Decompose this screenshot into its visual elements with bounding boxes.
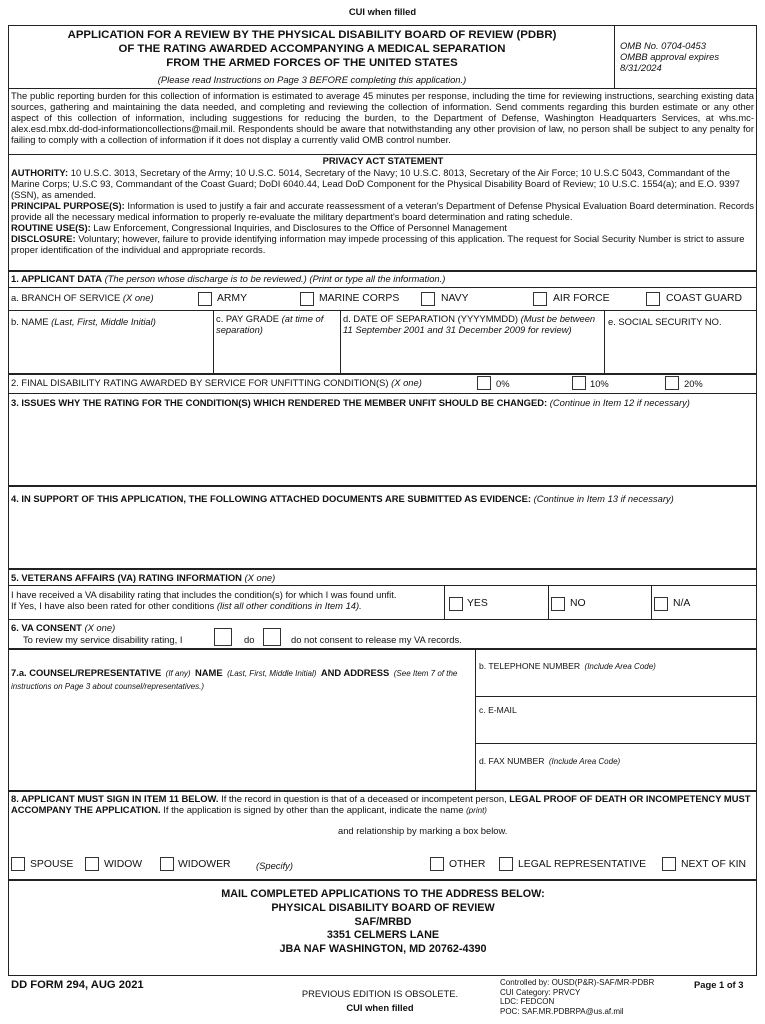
section-1-header: 1. APPLICANT DATA (The person whose discharge is to be reviewed.) (Print or type all the information.) [11, 273, 446, 284]
branch-marine-label: MARINE CORPS [319, 293, 400, 304]
branch-airforce-checkbox[interactable] [533, 292, 547, 306]
instructions-note: (Please read Instructions on Page 3 BEFORE completing this application.) [157, 74, 467, 85]
controlled-by: Controlled by: OUSD(P&R)-SAF/MR-PDBR [500, 978, 655, 987]
rating-10-label: 10% [590, 378, 609, 389]
spouse-label: SPOUSE [30, 859, 74, 870]
cui-category: CUI Category: PRVCY [500, 987, 581, 997]
cui-control-block [500, 978, 690, 1016]
next-of-kin-label: NEXT OF KIN [681, 859, 747, 870]
branch-label: a. BRANCH OF SERVICE (X one) [11, 292, 154, 303]
section-8-text: 8. APPLICANT MUST SIGN IN ITEM 11 BELOW. If the record in question is that of a deceased or incompetent person, LEGAL PROOF OF DEATH OR INCOMPETENCY MUST ACCOMPANY THE APPLICATION. If the application is signed by other than the applicant, indicate the name (print) [11, 793, 751, 815]
section-5-label: 5. VETERANS AFFAIRS (VA) RATING INFORMATION (X one) [11, 572, 276, 583]
title-line-2: OF THE RATING AWARDED ACCOMPANYING A MEDICAL SEPARATION [118, 43, 506, 55]
widower-checkbox[interactable] [160, 857, 174, 871]
section-6-post: do not consent to release my VA records. [291, 634, 462, 645]
title-line-1: APPLICATION FOR A REVIEW BY THE PHYSICAL DISABILITY BOARD OF REVIEW (PDBR) [67, 29, 557, 41]
section-6-label: 6. VA CONSENT (X one) [11, 622, 116, 633]
mail-heading: MAIL COMPLETED APPLICATIONS TO THE ADDRESS BELOW: [221, 888, 545, 900]
poc: POC: SAF.MR.PDBRPA@us.af.mil [500, 1006, 624, 1016]
mail-board: PHYSICAL DISABILITY BOARD OF REVIEW [271, 901, 495, 914]
privacy-disclosure: DISCLOSURE: Voluntary; however, failure to provide identifying information may impede processing of this application. The request for Social Security Number is strict to assure proper identification of the individual and appropriate records. [11, 233, 745, 255]
rating-20-checkbox[interactable] [665, 376, 679, 390]
counsel-name-address-field[interactable]: 7.a. COUNSEL/REPRESENTATIVE (If any) NAME (Last, First, Middle Initial) AND ADDRESS (See Item 7 of the instructions on Page 3 about counsel/representatives.) [11, 667, 458, 691]
title-line-3: FROM THE ARMED FORCES OF THE UNITED STATES [166, 57, 458, 69]
burden-statement: The public reporting burden for this collection of information is estimated to average 45 minutes per response, including the time for reviewing instructions, searching existing data sources, gathering and maintaining the data needed, and completing and reviewing the collection of information. Send comments regarding this burden estimate or any other aspect of this collection of information, including suggestions for reducing the burden, to the Department of Defense, Washington Headquarters Services, at whs.mc-alex.esd.mbx.dd-dod-informationcollections@mail.mil. Respondents should be aware that notwithstanding any other provision of law, no person shall be subject to any penalty for failing to comply with a collection of information if it does not display a currently valid OMB control number. [11, 90, 754, 145]
widow-label: WIDOW [104, 859, 143, 870]
counsel-fax-field[interactable]: d. FAX NUMBER (Include Area Code) [479, 756, 621, 766]
va-consent-do-checkbox[interactable] [214, 628, 232, 646]
specify-hint: (Specify) [256, 860, 293, 871]
branch-airforce-label: AIR FORCE [553, 293, 610, 304]
omb-number: OMB No. 0704-0453 [620, 40, 706, 51]
section-6-pre: To review my service disability rating, I [23, 634, 183, 645]
next-of-kin-checkbox[interactable] [662, 857, 676, 871]
mail-city: JBA NAF WASHINGTON, MD 20762-4390 [279, 943, 487, 956]
legal-rep-checkbox[interactable] [499, 857, 513, 871]
va-na-checkbox[interactable] [654, 597, 668, 611]
name-field[interactable]: b. NAME (Last, First, Middle Initial) [11, 316, 156, 327]
va-no-checkbox[interactable] [551, 597, 565, 611]
va-consent-donot-checkbox[interactable] [263, 628, 281, 646]
form-title [12, 28, 612, 70]
va-yes-checkbox[interactable] [449, 597, 463, 611]
obsolete-note: PREVIOUS EDITION IS OBSOLETE. [301, 988, 459, 999]
branch-coastguard-label: COAST GUARD [666, 293, 743, 304]
other-label: OTHER [449, 859, 486, 870]
section-2-label: 2. FINAL DISABILITY RATING AWARDED BY SERVICE FOR UNFITTING CONDITION(S) (X one) [11, 377, 422, 388]
widower-label: WIDOWER [178, 859, 231, 870]
rating-20-label: 20% [684, 378, 703, 389]
branch-army-checkbox[interactable] [198, 292, 212, 306]
omb-expiry: 8/31/2024 [620, 62, 662, 73]
branch-navy-label: NAVY [441, 293, 469, 304]
cui-bottom-label: CUI when filled [346, 1002, 414, 1013]
omb-approval: OMBB approval expires [620, 51, 720, 62]
privacy-title: PRIVACY ACT STATEMENT [322, 155, 444, 166]
mailing-address [9, 888, 757, 957]
va-yes-label: YES [467, 598, 488, 609]
rating-10-checkbox[interactable] [572, 376, 586, 390]
section-3-field[interactable]: 3. ISSUES WHY THE RATING FOR THE CONDITION(S) WHICH RENDERED THE MEMBER UNFIT SHOULD BE CHANGED: (Continue in Item 12 if necessary) [11, 397, 690, 408]
privacy-body [11, 167, 754, 255]
legal-rep-label: LEGAL REPRESENTATIVE [518, 859, 646, 870]
form-identifier: DD FORM 294, AUG 2021 [11, 979, 144, 991]
date-of-separation-field[interactable]: d. DATE OF SEPARATION (YYYYMMDD) (Must be between 11 September 2001 and 31 December 2009 for review) [343, 313, 596, 335]
ldc: LDC: FEDCON [500, 997, 555, 1007]
counsel-phone-field[interactable]: b. TELEPHONE NUMBER (Include Area Code) [479, 661, 656, 671]
branch-marine-checkbox[interactable] [300, 292, 314, 306]
widow-checkbox[interactable] [85, 857, 99, 871]
section-4-field[interactable]: 4. IN SUPPORT OF THIS APPLICATION, THE FOLLOWING ATTACHED DOCUMENTS ARE SUBMITTED AS EVIDENCE: (Continue in Item 13 if necessary) [11, 493, 674, 504]
section-5-statement: I have received a VA disability rating that includes the condition(s) for which I was found unfit. If Yes, I have also been rated for other conditions (list all other conditions in Item 14). [11, 589, 397, 611]
va-na-label: N/A [673, 598, 691, 609]
mail-office: SAF/MRBD [354, 915, 412, 928]
spouse-checkbox[interactable] [11, 857, 25, 871]
privacy-routine: ROUTINE USE(S): Law Enforcement, Congressional Inquiries, and Disclosures to the Office of Personnel Management [11, 222, 507, 233]
privacy-purpose: PRINCIPAL PURPOSE(S): Information is used to justify a fair and accurate reassessment of a veteran's Department of Defense Physical Evaluation Board determination. Records provide all the necessary medical information to properly re-evaluate the military department's board determination and rating schedule. [11, 200, 754, 222]
branch-coastguard-checkbox[interactable] [646, 292, 660, 306]
other-checkbox[interactable] [430, 857, 444, 871]
rating-0-checkbox[interactable] [477, 376, 491, 390]
pay-grade-field[interactable]: c. PAY GRADE (at time of separation) [216, 313, 324, 335]
section-6-do: do [244, 634, 255, 645]
page-number: Page 1 of 3 [694, 979, 744, 990]
omb-info [620, 40, 755, 73]
mail-street: 3351 CELMERS LANE [326, 929, 440, 942]
cui-top-label: CUI when filled [348, 6, 417, 17]
ssn-field[interactable]: e. SOCIAL SECURITY NO. [608, 316, 722, 327]
branch-army-label: ARMY [217, 293, 248, 304]
rating-0-label: 0% [496, 378, 510, 389]
privacy-authority: AUTHORITY: 10 U.S.C. 3013, Secretary of the Army; 10 U.S.C. 5014, Secretary of the Navy; 10 U.S.C. 8013, Secretary of the Air Force; 10 U.S.C 5043, Commandant of the Marine Corps; U.S.C 93, Commandant of the Coast Guard; DoDI 6040.44, Lead DoD Component for the Physical Disability Board of Review; 10 U.S.C. 1554(a); and E.O. 9397 (SSN), as amended. [11, 167, 741, 200]
va-no-label: NO [570, 598, 586, 609]
section-8-relationship: and relationship by marking a box below. [338, 825, 508, 836]
branch-navy-checkbox[interactable] [421, 292, 435, 306]
counsel-email-field[interactable]: c. E-MAIL [479, 705, 517, 715]
